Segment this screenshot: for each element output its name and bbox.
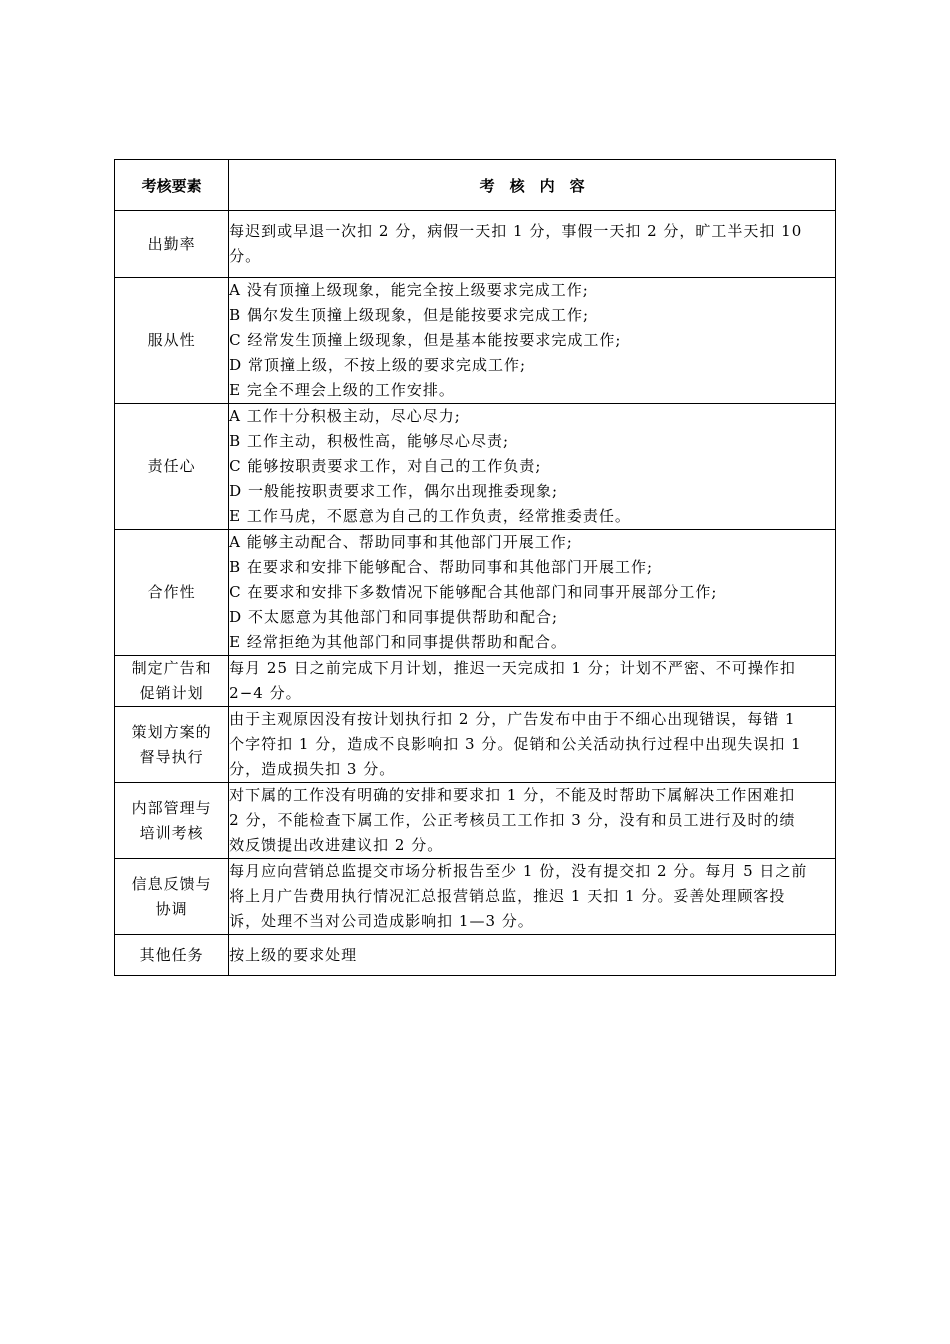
content-line: 对下属的工作没有明确的安排和要求扣 1 分，不能及时帮助下属解决工作困难扣	[229, 786, 796, 804]
row-key-line: 督导执行	[139, 747, 204, 766]
content-line: B 偶尔发生顶撞上级现象，但是能按要求完成工作;	[229, 306, 590, 324]
table-row	[115, 211, 836, 278]
header-content	[229, 160, 836, 211]
row-key	[115, 656, 229, 707]
content-line: 每迟到或早退一次扣 2 分，病假一天扣 1 分，事假一天扣 2 分，旷工半天扣 10	[229, 222, 803, 240]
content-line: C 在要求和安排下多数情况下能够配合其他部门和同事开展部分工作;	[229, 583, 718, 601]
content-line: 诉，处理不当对公司造成影响扣 1—3 分。	[229, 912, 534, 930]
content-line: E 完全不理会上级的工作安排。	[229, 381, 455, 399]
row-key	[115, 707, 229, 783]
row-key: 出勤率	[115, 211, 229, 278]
row-key	[115, 859, 229, 935]
row-content	[229, 935, 836, 976]
row-key: 其他任务	[115, 935, 229, 976]
row-content	[229, 783, 836, 859]
table-row	[115, 783, 836, 859]
row-content	[229, 859, 836, 935]
content-line: D 常顶撞上级，不按上级的要求完成工作;	[229, 356, 527, 374]
row-key: 合作性	[115, 530, 229, 656]
row-content	[229, 278, 836, 404]
content-line: C 能够按职责要求工作，对自己的工作负责;	[229, 457, 542, 475]
row-key-line: 内部管理与	[131, 798, 212, 817]
table-row	[115, 278, 836, 404]
content-line: B 工作主动，积极性高，能够尽心尽责;	[229, 432, 510, 450]
header-key: 考核要素	[115, 160, 229, 211]
content-line: C 经常发生顶撞上级现象，但是基本能按要求完成工作;	[229, 331, 622, 349]
row-key-line: 策划方案的	[131, 722, 212, 741]
content-line: B 在要求和安排下能够配合、帮助同事和其他部门开展工作;	[229, 558, 654, 576]
content-line: D 不太愿意为其他部门和同事提供帮助和配合;	[229, 608, 559, 626]
header-content-label: 考 核 内 容	[479, 176, 585, 195]
content-line: D 一般能按职责要求工作，偶尔出现推委现象;	[229, 482, 559, 500]
content-line: 按上级的要求处理	[229, 945, 358, 964]
row-key	[115, 783, 229, 859]
table-header-row	[115, 160, 836, 211]
content-line: 每月 25 日之前完成下月计划，推迟一天完成扣 1 分；计划不严密、不可操作扣	[229, 659, 796, 677]
content-line: 效反馈提出改进建议扣 2 分。	[229, 836, 444, 854]
content-line: E 工作马虎，不愿意为自己的工作负责，经常推委责任。	[229, 507, 631, 525]
content-line: E 经常拒绝为其他部门和同事提供帮助和配合。	[229, 633, 567, 651]
content-line: 将上月广告费用执行情况汇总报营销总监，推迟 1 天扣 1 分。妥善处理顾客投	[229, 887, 786, 905]
table-row	[115, 530, 836, 656]
row-content	[229, 707, 836, 783]
content-line: A 能够主动配合、帮助同事和其他部门开展工作;	[229, 533, 573, 551]
table-row	[115, 859, 836, 935]
content-line: 分，造成损失扣 3 分。	[229, 760, 396, 778]
content-line: A 工作十分积极主动，尽心尽力;	[229, 407, 461, 425]
content-line: 分。	[229, 247, 262, 265]
content-line: 2 分，不能检查下属工作，公正考核员工工作扣 3 分，没有和员工进行及时的绩	[229, 811, 796, 829]
row-content	[229, 404, 836, 530]
row-content	[229, 530, 836, 656]
table-row	[115, 404, 836, 530]
content-line: 2−4 分。	[229, 684, 302, 702]
row-content	[229, 211, 836, 278]
row-key-line: 培训考核	[139, 823, 204, 842]
row-key: 服从性	[115, 278, 229, 404]
row-key-line: 信息反馈与	[131, 874, 212, 893]
table-row	[115, 656, 836, 707]
content-line: A 没有顶撞上级现象，能完全按上级要求完成工作;	[229, 281, 589, 299]
row-key: 责任心	[115, 404, 229, 530]
row-key-line: 协调	[155, 899, 188, 918]
content-line: 个字符扣 1 分，造成不良影响扣 3 分。促销和公关活动执行过程中出现失误扣 1	[229, 735, 802, 753]
row-content	[229, 656, 836, 707]
content-line: 由于主观原因没有按计划执行扣 2 分，广告发布中由于不细心出现错误，每错 1	[229, 710, 796, 728]
content-line: 每月应向营销总监提交市场分析报告至少 1 份，没有提交扣 2 分。每月 5 日之前	[229, 862, 808, 880]
row-key-line: 促销计划	[139, 684, 204, 702]
assessment-table	[114, 159, 836, 976]
table-row	[115, 707, 836, 783]
table-row	[115, 935, 836, 976]
row-key-line: 制定广告和	[131, 659, 212, 677]
